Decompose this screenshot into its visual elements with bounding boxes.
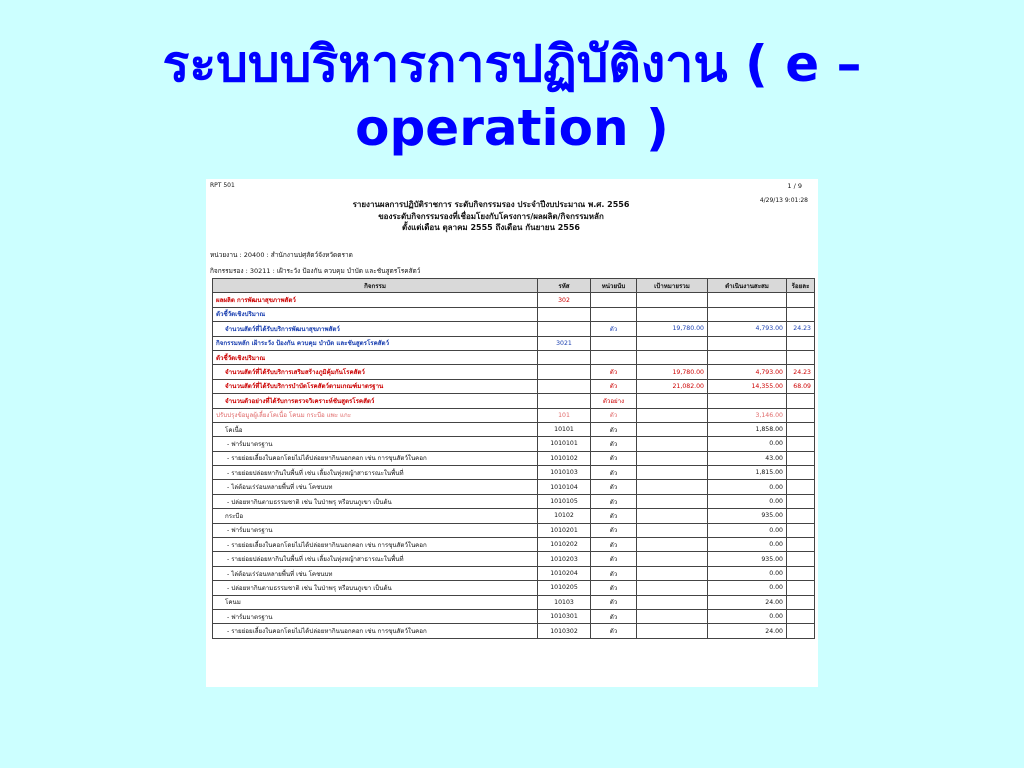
column-header-accumulated: ดำเนินงานสะสม [708,279,787,293]
activity-cell: จำนวนสัตว์ที่ได้รับบริการบำบัดโรคสัตว์ตามเกณฑ์มาตรฐาน [213,379,538,393]
percent-cell [787,422,815,436]
accumulated-cell [708,336,787,350]
target-cell [637,293,708,307]
code-cell: 10102 [538,509,591,523]
table-row [213,394,815,408]
table-row [213,538,815,552]
accumulated-cell [708,350,787,364]
unit-cell: ตัว [591,509,637,523]
target-cell [637,595,708,609]
activity-cell: ตัวชี้วัดเชิงปริมาณ [213,307,538,321]
percent-cell: 68.09 [787,379,815,393]
percent-cell [787,307,815,321]
target-cell [637,422,708,436]
slide-title-line-2: operation ) [355,99,669,157]
sub-activity-line: กิจกรรมรอง : 30211 : เฝ้าระวัง ป้องกัน ควบคุม บำบัด และชันสูตรโรคสัตว์ [210,267,421,275]
activity-cell: - ฟาร์มมาตรฐาน [213,609,538,623]
target-cell [637,552,708,566]
percent-cell [787,408,815,422]
slide-title [40,32,984,160]
activity-cell: - ปล่อยหากินตามธรรมชาติ เช่น ในป่าพรุ หรือบนภูเขา เป็นต้น [213,581,538,595]
activity-cell: จำนวนตัวอย่างที่ได้รับการตรวจวิเคราะห์ชันสูตรโรคสัตว์ [213,394,538,408]
accumulated-cell: 935.00 [708,552,787,566]
target-cell [637,480,708,494]
code-cell: 101 [538,408,591,422]
target-cell [637,451,708,465]
unit-cell: ตัว [591,624,637,638]
accumulated-cell: 0.00 [708,538,787,552]
activity-cell: - รายย่อยเลี้ยงในคอกโดยไม่ได้ปล่อยหากินนอกคอก เช่น การขุนสัตว์ในคอก [213,538,538,552]
unit-cell: ตัว [591,422,637,436]
print-timestamp: 4/29/13 9:01:28 [759,197,808,204]
code-cell: 1010101 [538,437,591,451]
code-cell: 1010203 [538,552,591,566]
table-header-row [213,279,815,293]
target-cell [637,566,708,580]
code-cell [538,379,591,393]
code-cell [538,307,591,321]
percent-cell: 24.23 [787,365,815,379]
activity-cell: - ปล่อยหากินตามธรรมชาติ เช่น ในป่าพรุ หรือบนภูเขา เป็นต้น [213,494,538,508]
percent-cell [787,595,815,609]
percent-cell [787,624,815,638]
code-cell: 1010103 [538,466,591,480]
percent-cell [787,394,815,408]
table-row [213,422,815,436]
table-row [213,523,815,537]
table-row [213,437,815,451]
table-row [213,566,815,580]
accumulated-cell: 1,858.00 [708,422,787,436]
target-cell [637,523,708,537]
unit-cell [591,307,637,321]
activity-cell: ผลผลิต การพัฒนาสุขภาพสัตว์ [213,293,538,307]
accumulated-cell: 0.00 [708,437,787,451]
activity-cell: - ไล่ต้อนเร่ร่อนหลายพื้นที่ เช่น โคชนบท [213,480,538,494]
report-code: RPT 501 [210,182,235,189]
target-cell: 19,780.00 [637,365,708,379]
target-cell [637,581,708,595]
accumulated-cell: 0.00 [708,523,787,537]
table-row [213,509,815,523]
accumulated-cell: 43.00 [708,451,787,465]
unit-cell: ตัวอย่าง [591,394,637,408]
report-heading [326,199,656,234]
column-header-percent: ร้อยละ [787,279,815,293]
unit-cell: ตัว [591,466,637,480]
target-cell [637,624,708,638]
code-cell: 1010205 [538,581,591,595]
percent-cell [787,538,815,552]
accumulated-cell: 4,793.00 [708,365,787,379]
accumulated-cell: 0.00 [708,494,787,508]
table-row [213,451,815,465]
table-row [213,552,815,566]
percent-cell [787,609,815,623]
report-heading-line-2: ของระดับกิจกรรมรองที่เชื่อมโยงกับโครงการ/ผลผลิต/กิจกรรมหลัก [378,211,604,221]
page-number: 1 / 9 [787,182,802,190]
unit-cell: ตัว [591,379,637,393]
table-row [213,350,815,364]
accumulated-cell: 0.00 [708,609,787,623]
activity-cell: ปรับปรุงข้อมูลผู้เลี้ยงโคเนื้อ โคนม กระบือ แพะ แกะ [213,408,538,422]
code-cell: 1010201 [538,523,591,537]
target-cell [637,437,708,451]
slide-title-line-1: ระบบบริหารการปฏิบัติงาน ( e – [162,35,862,93]
accumulated-cell: 1,815.00 [708,466,787,480]
unit-cell: ตัว [591,365,637,379]
code-cell: 1010202 [538,538,591,552]
target-cell [637,609,708,623]
unit-cell: ตัว [591,437,637,451]
accumulated-cell [708,394,787,408]
unit-cell [591,336,637,350]
code-cell: 1010104 [538,480,591,494]
accumulated-cell [708,293,787,307]
unit-cell: ตัว [591,538,637,552]
unit-cell: ตัว [591,609,637,623]
column-header-activity: กิจกรรม [213,279,538,293]
percent-cell: 24.23 [787,322,815,336]
accumulated-cell: 0.00 [708,566,787,580]
column-header-unit: หน่วยนับ [591,279,637,293]
table-row [213,408,815,422]
table-row [213,624,815,638]
percent-cell [787,336,815,350]
activity-cell: โคนม [213,595,538,609]
activity-cell: จำนวนสัตว์ที่ได้รับบริการพัฒนาสุขภาพสัตว์ [213,322,538,336]
activity-cell: - รายย่อยปล่อยหากินในพื้นที่ เช่น เลี้ยงในทุ่งหญ้าสาธารณะในพื้นที่ [213,552,538,566]
table-row [213,466,815,480]
unit-cell [591,293,637,307]
unit-cell [591,350,637,364]
percent-cell [787,293,815,307]
code-cell: 1010105 [538,494,591,508]
activity-cell: - รายย่อยปล่อยหากินในพื้นที่ เช่น เลี้ยงในทุ่งหญ้าสาธารณะในพื้นที่ [213,466,538,480]
percent-cell [787,552,815,566]
report-table-body [213,293,815,638]
unit-cell: ตัว [591,451,637,465]
column-header-code: รหัส [538,279,591,293]
table-row [213,307,815,321]
code-cell: 302 [538,293,591,307]
unit-cell: ตัว [591,595,637,609]
accumulated-cell: 3,146.00 [708,408,787,422]
target-cell [637,350,708,364]
target-cell [637,494,708,508]
table-row [213,365,815,379]
report-table [212,278,815,639]
code-cell: 3021 [538,336,591,350]
unit-cell: ตัว [591,408,637,422]
activity-cell: โคเนื้อ [213,422,538,436]
accumulated-cell: 4,793.00 [708,322,787,336]
unit-cell: ตัว [591,566,637,580]
table-row [213,322,815,336]
accumulated-cell: 24.00 [708,595,787,609]
activity-cell: - รายย่อยเลี้ยงในคอกโดยไม่ได้ปล่อยหากินนอกคอก เช่น การขุนสัตว์ในคอก [213,624,538,638]
activity-cell: - ฟาร์มมาตรฐาน [213,437,538,451]
target-cell [637,509,708,523]
code-cell [538,322,591,336]
target-cell [637,408,708,422]
activity-cell: จำนวนสัตว์ที่ได้รับบริการเสริมสร้างภูมิคุ้มกันโรคสัตว์ [213,365,538,379]
target-cell [637,336,708,350]
code-cell: 1010301 [538,609,591,623]
unit-cell: ตัว [591,523,637,537]
table-row [213,293,815,307]
percent-cell [787,509,815,523]
accumulated-cell: 0.00 [708,581,787,595]
percent-cell [787,566,815,580]
percent-cell [787,451,815,465]
target-cell: 19,780.00 [637,322,708,336]
table-row [213,336,815,350]
activity-cell: - รายย่อยเลี้ยงในคอกโดยไม่ได้ปล่อยหากินนอกคอก เช่น การขุนสัตว์ในคอก [213,451,538,465]
percent-cell [787,437,815,451]
accumulated-cell: 14,355.00 [708,379,787,393]
table-row [213,609,815,623]
target-cell [637,394,708,408]
activity-cell: - ฟาร์มมาตรฐาน [213,523,538,537]
table-row [213,581,815,595]
activity-cell: - ไล่ต้อนเร่ร่อนหลายพื้นที่ เช่น โคชนบท [213,566,538,580]
accumulated-cell: 0.00 [708,480,787,494]
unit-cell: ตัว [591,322,637,336]
code-cell: 1010204 [538,566,591,580]
code-cell: 1010302 [538,624,591,638]
accumulated-cell: 24.00 [708,624,787,638]
target-cell [637,538,708,552]
code-cell [538,350,591,364]
percent-cell [787,350,815,364]
percent-cell [787,466,815,480]
percent-cell [787,581,815,595]
target-cell [637,307,708,321]
percent-cell [787,523,815,537]
activity-cell: ตัวชี้วัดเชิงปริมาณ [213,350,538,364]
accumulated-cell: 935.00 [708,509,787,523]
percent-cell [787,480,815,494]
agency-line: หน่วยงาน : 20400 : สำนักงานปศุสัตว์จังหวัดตราด [210,251,353,259]
column-header-target: เป้าหมายรวม [637,279,708,293]
unit-cell: ตัว [591,552,637,566]
target-cell [637,466,708,480]
percent-cell [787,494,815,508]
activity-cell: กิจกรรมหลัก เฝ้าระวัง ป้องกัน ควบคุม บำบัด และชันสูตรโรคสัตว์ [213,336,538,350]
code-cell [538,365,591,379]
code-cell: 10101 [538,422,591,436]
activity-cell: กระบือ [213,509,538,523]
code-cell [538,394,591,408]
target-cell: 21,082.00 [637,379,708,393]
accumulated-cell [708,307,787,321]
report-heading-line-1: รายงานผลการปฏิบัติราชการ ระดับกิจกรรมรอง ประจำปีงบประมาณ พ.ศ. 2556 [352,200,630,209]
table-row [213,379,815,393]
report-heading-line-3: ตั้งแต่เดือน ตุลาคม 2555 ถึงเดือน กันยายน 2556 [402,223,580,232]
table-row [213,480,815,494]
table-row [213,595,815,609]
unit-cell: ตัว [591,494,637,508]
report-screenshot [206,179,818,687]
table-row [213,494,815,508]
unit-cell: ตัว [591,581,637,595]
unit-cell: ตัว [591,480,637,494]
code-cell: 1010102 [538,451,591,465]
code-cell: 10103 [538,595,591,609]
